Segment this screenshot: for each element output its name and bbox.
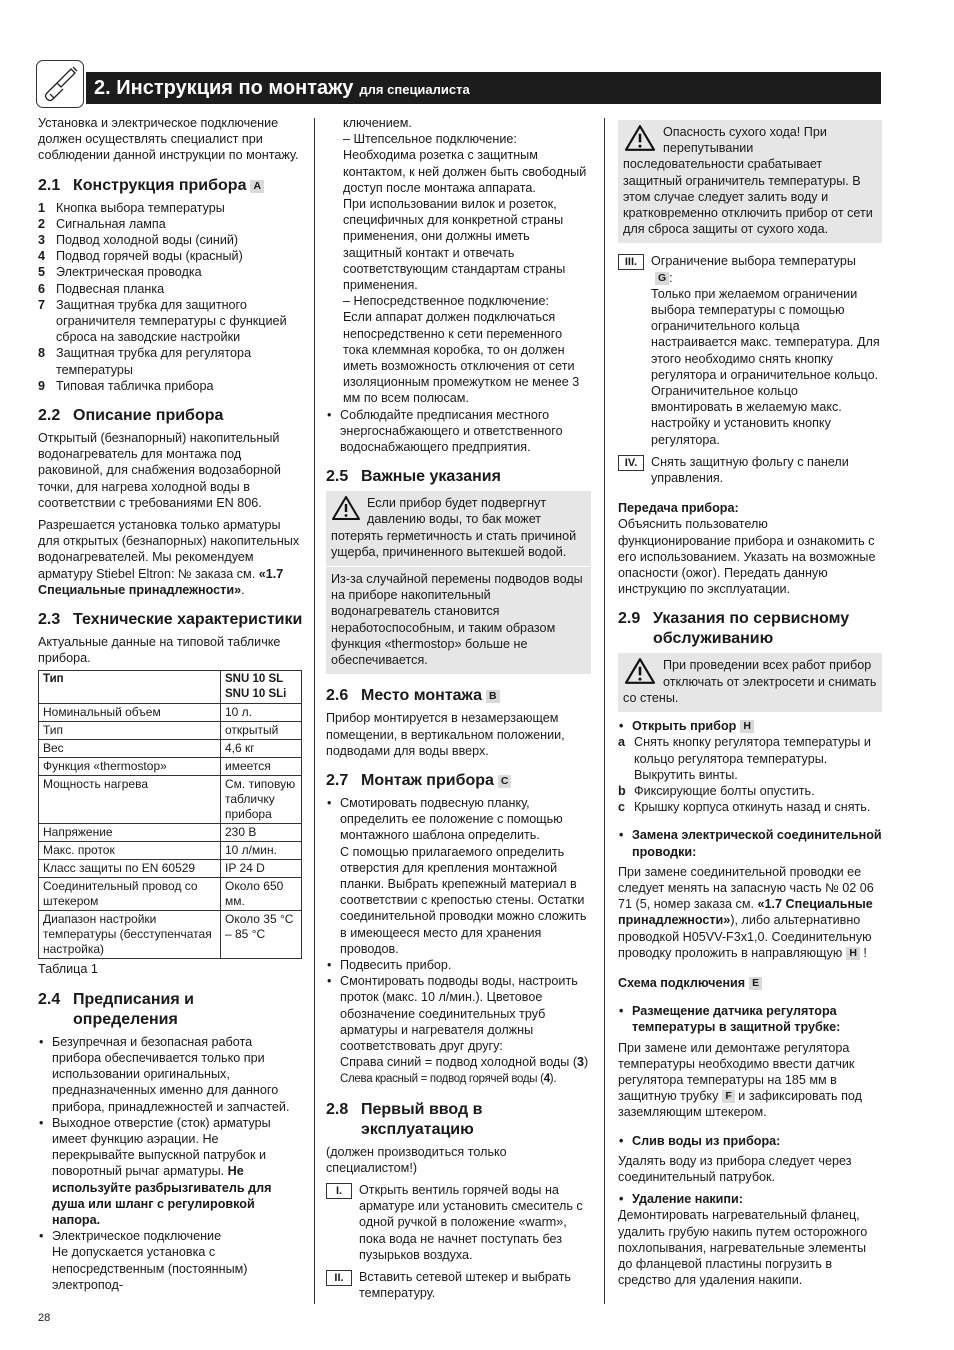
warning-triangle-icon: [331, 495, 361, 525]
column-2: [326, 115, 591, 1307]
paragraph: Разрешается установка только арматуры для открытых (безнапорных) накопительных водонагревателей. Мы рекомендуем арматуру Stiebel Eltron: № заказа см. «1.7 Специальные принадлежности».: [38, 518, 300, 597]
section-title: 2. Инструкция по монтажу: [94, 77, 354, 99]
bullet-list: [618, 718, 882, 734]
list-item: 6 Подвесная планка: [38, 281, 165, 296]
bullet-list: [326, 795, 591, 1088]
column-divider: [314, 118, 315, 1304]
step-1: I. Открыть вентиль горячей воды на арматуре или установить смеситель с одной ручкой в положение «warm», пока вода не начнет поступать без пузырьков воздуха.: [326, 1182, 591, 1263]
scheme-heading: Схема подключения E: [618, 975, 882, 991]
paragraph: Прибор монтируется в незамерзающем помещении, в вертикальном положении, подводами для воды вверх.: [326, 711, 565, 758]
list-item: • Размещение датчика регулятора температуры в защитной трубке:: [618, 1003, 882, 1035]
list-item: 9 Типовая табличка прибора: [38, 378, 214, 393]
screwdriver-icon: [36, 60, 84, 108]
paragraph: (должен производиться только специалистом!): [326, 1144, 507, 1175]
bullet-list: [618, 1133, 882, 1149]
list-item: • Электрическое подключение Не допускается установка с непосредственным (постоянным) электропод-: [38, 1228, 303, 1293]
table-caption: Таблица 1: [38, 962, 98, 977]
continued-text: ключением. – Штепсельное подключение: Необходима розетка с защитным контактом, к ней должен быть свободный доступ после монтажа аппарата. При использовании вилок и розеток, специфичных для конкретной страны применения, они должны иметь защитный контакт и отвечать соответствующим стандартам страны применения. – Непосредственное подключение: Если аппарат должен подключаться непосредственно к сети переменного тока клеммная коробка, то он должен иметь возможность отключения от сети изоляционным промежутком не менее 3 мм по всем полюсам.: [343, 116, 587, 406]
list-item: • Смотировать подвесную планку, определить ее положение с помощью монтажного шаблона определить. С помощью прилагаемого определить отверстия для крепления монтажной планки. Выбрать крепежный материал в соответствии с крепостью стены. Остатки соединительной проводки можно сложить в имеющееся место для хранения проводов.: [326, 795, 591, 957]
list-item: • Подвесить прибор.: [326, 957, 591, 973]
paragraph: Открытый (безнапорный) накопительный водонагреватель для монтажа под раковиной, для снабжения водозаборной точки, для нагрева холодной воды в соответствии с требованиями EN 806.: [38, 431, 281, 510]
parts-list: [38, 200, 303, 394]
figure-tag: F: [722, 1090, 734, 1103]
table-row: Макс. проток 10 л/мин.: [39, 842, 302, 860]
section-header-bar: [86, 72, 881, 104]
list-item: a Снять кнопку регулятора температуры и кольцо регулятора температуры. Выкрутить винты.: [618, 735, 871, 782]
figure-tag: A: [250, 180, 264, 193]
list-item: b Фиксирующие болты опустить.: [618, 783, 815, 798]
paragraph: Демонтировать нагревательный фланец, удалить грубую накипь путем осторожного похлопывания, нагревательные элементы до фланцевой пластины погрузить в средство для удаления накипи.: [618, 1208, 868, 1288]
bullet-list: [618, 1191, 882, 1207]
table-header-row: Тип SNU 10 SL SNU 10 SLi: [39, 671, 302, 704]
paragraph: Актуальные данные на типовой табличке прибора.: [38, 635, 281, 666]
table-row: Мощность нагрева См. типовую табличку прибора: [39, 776, 302, 824]
heading-2-9: 2.9 Указания по сервисному обслуживанию: [618, 610, 850, 648]
list-item: 1 Кнопка выбора температуры: [38, 200, 225, 215]
bullet-list: [618, 827, 882, 859]
list-item: • Удаление накипи:: [618, 1191, 882, 1207]
figure-tag: H: [846, 947, 860, 960]
list-item: c Крышку корпуса откинуть назад и снять.: [618, 800, 871, 815]
heading-2-4: 2.4 Предписания и определения: [38, 990, 194, 1028]
warning-triangle-icon: [623, 124, 657, 156]
figure-tag: B: [486, 690, 500, 703]
heading-2-3: 2.3 Технические характеристики: [38, 611, 303, 629]
table-row: Тип открытый: [39, 722, 302, 740]
intro-text: Установка и электрическое подключение должен осуществлять специалист при соблюдении данной инструкции по монтажу.: [38, 116, 299, 163]
figure-tag: E: [749, 977, 762, 990]
list-item: 8 Защитная трубка для регулятора температуры: [38, 346, 252, 377]
step-3: III. Ограничение выбора температуры G : Только при желаемом ограничении выбора температуры с помощью ограничительного кольца настраивается макс. температура. Для этого необходимо снять кнопку регулятора и ограничительное кольцо. Ограничительное кольцо вмонтировать в желаемую макс. настройку и установить кнопку регулятора.: [618, 253, 882, 447]
paragraph: Удалять воду из прибора следует через соединительный патрубок.: [618, 1153, 852, 1184]
warning-triangle-icon: [623, 657, 657, 689]
list-item: • Слив воды из прибора:: [618, 1133, 882, 1149]
figure-tag: C: [498, 775, 512, 788]
bullet-list: [38, 1034, 303, 1293]
step-2: II. Вставить сетевой штекер и выбрать температуру.: [326, 1269, 591, 1301]
page-number: 28: [38, 1312, 51, 1324]
paragraph: При замене соединительной проводки ее следует менять на запасную часть № 02 06 71 (5, номер заказа см. «1.7 Специальные принадлежности»), либо альтернативно проводкой H05VV-F3x1,0. Соединительную проводку проложить в направляющую H !: [618, 864, 874, 960]
table-row: Соединительный провод со штекером Около 650 мм.: [39, 878, 302, 911]
column-divider: [604, 118, 605, 1304]
column-3: [618, 120, 882, 1294]
table-row: Диапазон настройки температуры (бесступенчатая настройка) Около 35 °C – 85 °C: [39, 911, 302, 959]
step-4: IV. Снять защитную фольгу с панели управления.: [618, 454, 882, 486]
table-row: Класс защиты по EN 60529 IP 24 D: [39, 860, 302, 878]
handover-heading: Передача прибора:: [618, 501, 739, 516]
table-row: Напряжение 230 В: [39, 824, 302, 842]
list-item: • Замена электрической соединительной проводки:: [618, 827, 882, 859]
heading-2-2: 2.2 Описание прибора: [38, 407, 224, 425]
table-row: Номинальный объем 10 л.: [39, 704, 302, 722]
list-item: 3 Подвод холодной воды (синий): [38, 233, 239, 248]
warning-box: Опасность сухого хода! При перепутывании последовательности срабатывает защитный ограничитель температуры. В этом случае следует залить воду и кратковременно отключить прибор от сети для сброса защиты от сухого хода.: [618, 120, 882, 243]
paragraph: Объяснить пользователю функционирование прибора и ознакомить с его использованием. Указать на возможные опасности (ожог). Передать данную инструкцию по эксплуатации.: [618, 517, 876, 597]
list-item: • Открыть прибор H: [618, 718, 882, 734]
tech-table: [38, 670, 302, 959]
table-row: Функция «thermostop» имеется: [39, 758, 302, 776]
list-item: • Выходное отверстие (сток) арматуры имеет функцию аэрации. Не перекрывайте выпускной патрубок и поворотный рычаг арматуры. Не используйте разбрызгиватель для душа или шланг с регулировкой напора.: [38, 1115, 303, 1228]
warning-box: Если прибор будет подвергнут давлению воды, то бак может потерять герметичность и стать причиной ущерба, причиненного вытекшей водой. Из-за случайной перемены подводов воды на приборе накопительный водонагреватель становится неработоспособным, и таким образом функция «thermostop» больше не обеспечивается.: [326, 491, 591, 674]
list-item: 2 Сигнальная лампа: [38, 216, 166, 231]
list-item: • Соблюдайте предписания местного энергоснабжающего и ответственного водоснабжающего предприятия.: [326, 407, 591, 456]
list-item: 7 Защитная трубка для защитного ограничителя температуры с функцией сброса на заводские настройки: [38, 297, 287, 345]
heading-2-6: 2.6 Место монтажа B: [326, 686, 591, 706]
section-subtitle: для специалиста: [359, 82, 470, 97]
heading-2-8: 2.8 Первый ввод в эксплуатацию: [326, 1100, 483, 1138]
bullet-list: [618, 1003, 882, 1035]
figure-tag: G: [655, 272, 669, 285]
column-1: [38, 115, 303, 1293]
bullet-list: [326, 407, 591, 456]
warning-box: При проведении всех работ прибор отключать от электросети и снимать со стены.: [618, 653, 882, 712]
heading-2-1: 2.1 Конструкция прибора A: [38, 176, 303, 196]
heading-2-7: 2.7 Монтаж прибора C: [326, 771, 591, 791]
list-item: 4 Подвод горячей воды (красный): [38, 249, 243, 264]
list-item: • Безупречная и безопасная работа прибора обеспечивается только при использовании оригинальных, предназначенных именно для данного прибора, принадлежностей и запчастей.: [38, 1034, 303, 1115]
table-row: Вес 4,6 кг: [39, 740, 302, 758]
heading-2-5: 2.5 Важные указания: [326, 468, 501, 486]
figure-tag: H: [740, 720, 754, 733]
list-item: • Смонтировать подводы воды, настроить проток (макс. 10 л/мин.). Цветовое обозначение соединительных труб арматуры и нагревателя должны соответствовать друг другу: Справа синий = подвод холодной воды (3) Слева красный = подвод горячей воды (4).: [326, 973, 591, 1087]
paragraph: При замене или демонтаже регулятора температуры необходимо ввести датчик регулятора температуры на 185 мм в защитную трубку F и зафиксировать под заземляющим штекером.: [618, 1040, 862, 1120]
list-item: 5 Электрическая проводка: [38, 265, 202, 280]
